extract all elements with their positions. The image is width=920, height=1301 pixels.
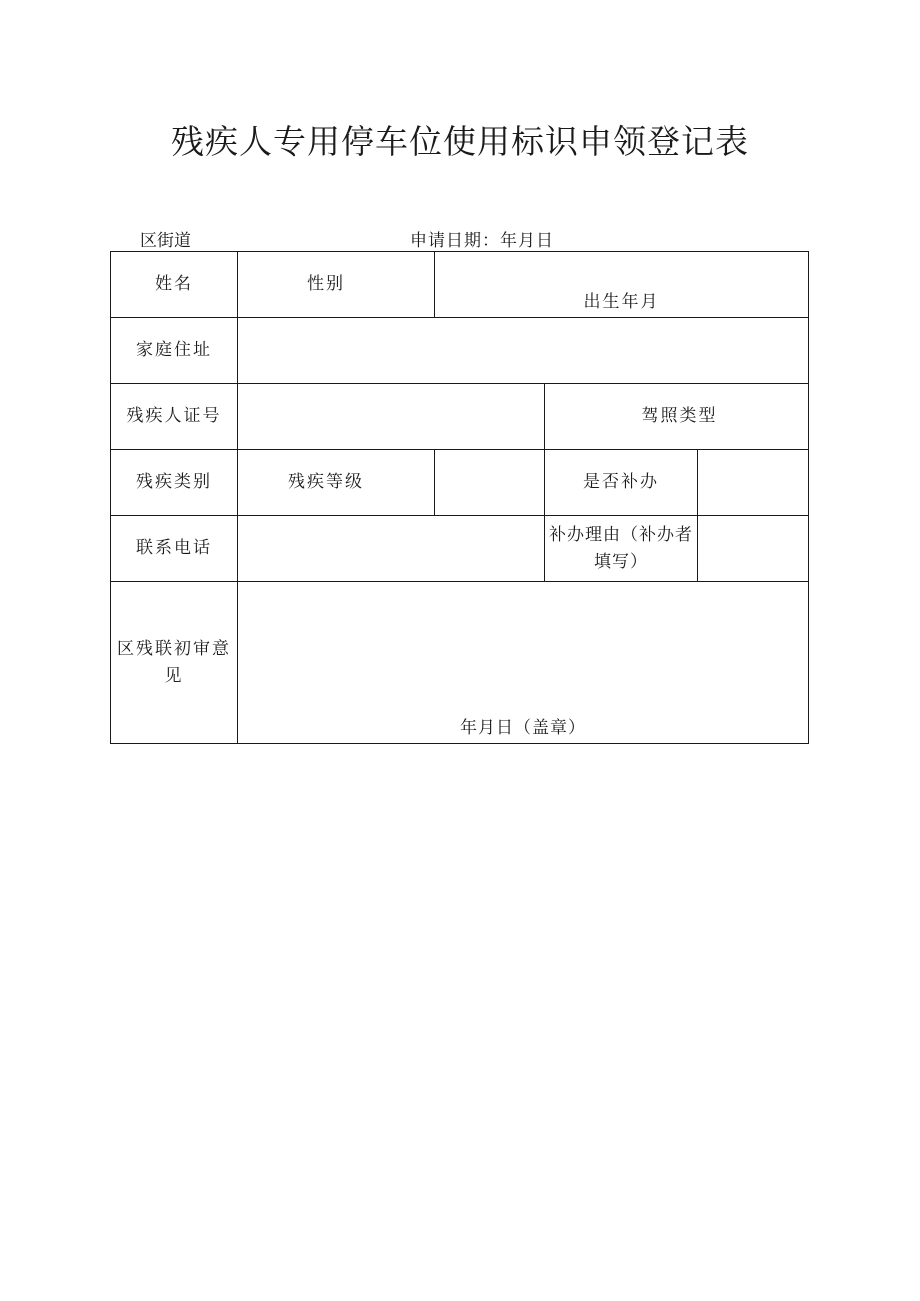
name-label: 姓名 (111, 252, 238, 318)
birth-date-label: 出生年月 (583, 291, 660, 312)
disability-id-field[interactable] (238, 384, 545, 450)
opinion-label: 区残联初审意见 (111, 582, 238, 744)
form-row-address (111, 318, 809, 384)
stamp-date-label: 年月日（盖章） (460, 717, 586, 738)
license-type-label: 驾照类型 (545, 384, 809, 450)
reissue-field[interactable] (698, 450, 809, 516)
registration-form (110, 251, 809, 744)
form-row-name (111, 252, 809, 318)
disability-category-label: 残疾类别 (111, 450, 238, 516)
application-date-label: 申请日期：年月日 (410, 231, 554, 251)
reissue-reason-field[interactable] (698, 516, 809, 582)
address-label: 家庭住址 (111, 318, 238, 384)
reissue-reason-label: 补办理由（补办者填写） (545, 516, 698, 582)
district-label: 区街道 (140, 231, 191, 251)
gender-birth-field[interactable] (435, 252, 809, 318)
gender-label: 性别 (238, 252, 435, 318)
form-row-category (111, 450, 809, 516)
opinion-field[interactable] (238, 582, 809, 744)
form-row-phone (111, 516, 809, 582)
disability-id-label: 残疾人证号 (111, 384, 238, 450)
form-row-disability-id (111, 384, 809, 450)
disability-level-label: 残疾等级 (238, 450, 435, 516)
disability-level-field[interactable] (435, 450, 545, 516)
page-title: 残疾人专用停车位使用标识申领登记表 (171, 122, 749, 161)
address-field[interactable] (238, 318, 809, 384)
reissue-label: 是否补办 (545, 450, 698, 516)
phone-field[interactable] (238, 516, 545, 582)
phone-label: 联系电话 (111, 516, 238, 582)
form-row-opinion (111, 582, 809, 744)
